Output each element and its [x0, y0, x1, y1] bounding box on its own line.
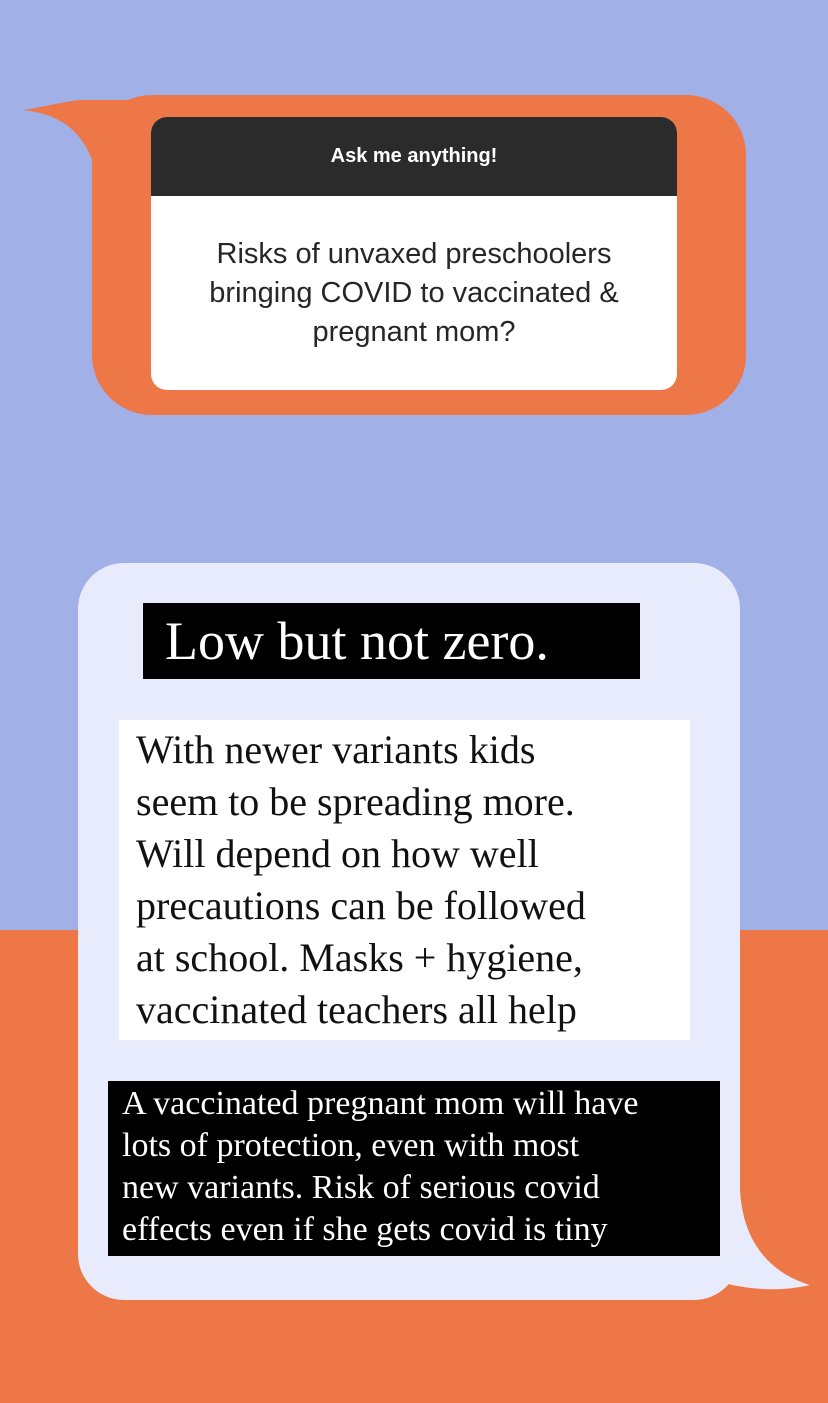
answer-details-line: seem to be spreading more.	[136, 779, 575, 824]
answer-details	[119, 720, 690, 1040]
question-sticker	[151, 117, 677, 390]
answer-details-line: vaccinated teachers all help	[136, 987, 577, 1032]
answer-note-line: lots of protection, even with most	[122, 1127, 580, 1164]
answer-headline: Low but not zero.	[143, 603, 640, 679]
answer-details-line: With newer variants kids	[136, 727, 536, 772]
answer-note-line: A vaccinated pregnant mom will have	[122, 1085, 639, 1122]
answer-details-line: Will depend on how well	[136, 831, 539, 876]
answer-note-line: new variants. Risk of serious covid	[122, 1169, 600, 1206]
question-sticker-header: Ask me anything!	[151, 117, 677, 196]
question-text: Risks of unvaxed preschoolers bringing COVID to vaccinated & pregnant mom?	[209, 237, 619, 348]
answer-note	[108, 1081, 720, 1256]
answer-details-line: at school. Masks + hygiene,	[136, 935, 583, 980]
answer-note-line: effects even if she gets covid is tiny	[122, 1211, 608, 1248]
answer-details-line: precautions can be followed	[136, 883, 586, 928]
